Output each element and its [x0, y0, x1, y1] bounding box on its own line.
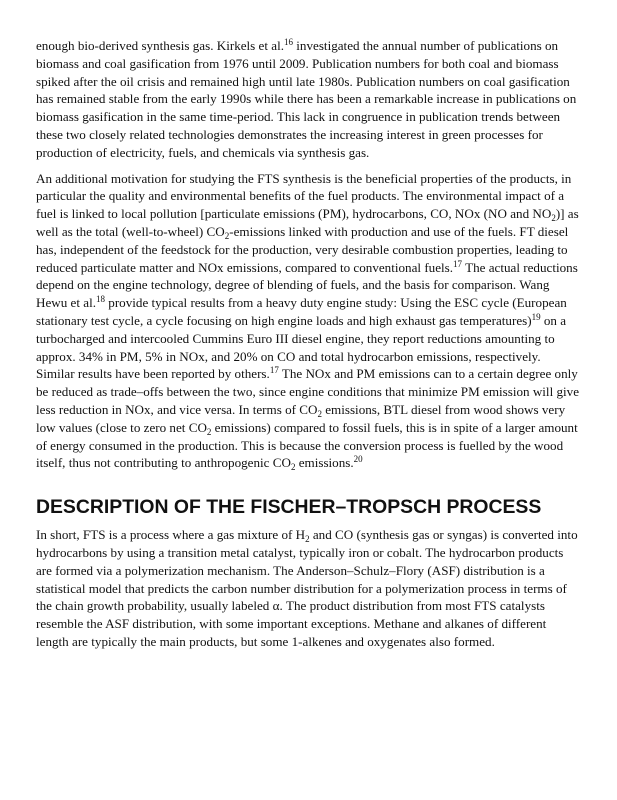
subscript: 2 [290, 462, 296, 473]
text: -emissions linked with production and use of the fuels. FT diesel has, independent of the feedstock for the production, very desirable combustion properties, leading to reduced particulate matter and NOx emissions, compared to conventional fuels. [36, 223, 569, 275]
text: on a turbocharged and intercooled Cummins Euro III diesel engine, they report reductions amounting to approx. 34% in PM, 5% in NOx, and 20% on CO and total hydrocarbon emissions, respectively. Similar results have been reported by others. [36, 312, 567, 382]
text: provide typical results from a heavy duty engine study: Using the ESC cycle (European stationary test cycle, a cycle focusing on high engine loads and high exhaust gas temperatures) [36, 295, 567, 328]
subscript: 2 [551, 213, 556, 224]
paragraph-gasification-publications [36, 37, 582, 162]
text: In short, FTS is a process where a gas mixture of H [36, 527, 306, 543]
section-heading: DESCRIPTION OF THE FISCHER–TROPSCH PROCESS [36, 496, 542, 519]
paragraph-fts-description [36, 526, 582, 651]
text: investigated the annual number of publications on biomass and coal gasification from 1976 until 2009. Publication numbers for both coal and biomass spiked after the oil crisis and remained high until late 1980s. Publication numbers on coal gasification has remained stable from the early 1990s while there has been a remarkable increase in publications on biomass gasification in the same time-period. This lack in congruence in publication trends between these two closely related technologies demonstrates the increasing interest in green processes for production of electricity, fuels, and chemicals via synthesis gas. [36, 38, 577, 160]
text: and CO (synthesis gas or syngas) is converted into hydrocarbons by using a transition metal catalyst, typically iron or cobalt. The hydrocarbon products are formed via a polymerization mechanism. The Anderson–Schulz–Flory (ASF) distribution is a statistical model that predicts the carbon number distribution for a polymerization process in terms of the chain growth probability, usually labeled α. The product distribution from most FTS catalysts resemble the ASF distribution, with some important exceptions. Methane and alkanes of different length are typically the main products, but some 1-alkenes and oxygenates also formed. [36, 527, 578, 649]
subscript: 2 [317, 408, 322, 419]
citation: 19 [531, 311, 541, 322]
text: The NOx and PM emissions can to a certain degree only be reduced as trade–offs between the two, since engine conditions that minimize PM emission will give less reduction in NOx, and vice versa. In terms of CO [36, 366, 580, 417]
text: An additional motivation for studying the FTS synthesis is the beneficial properties of the products, in particular the quality and environmental benefits of the fuel products. The environmental impact of a fuel is linked to local pollution [particulate emissions (PM), hydrocarbons, CO, NOx (NO and NO [36, 170, 572, 222]
subscript: 2 [206, 426, 212, 437]
text: )] as well as the total (well-to-wheel) CO [36, 206, 579, 239]
text: emissions. [295, 455, 354, 471]
citation: 17 [453, 258, 463, 269]
citation: 16 [284, 37, 294, 47]
subscript: 2 [305, 534, 310, 545]
citation: 18 [96, 294, 105, 305]
paragraph-fts-motivation [36, 170, 582, 473]
text: enough bio-derived synthesis gas. Kirkels et al. [36, 38, 285, 53]
document-page [36, 37, 582, 651]
subscript: 2 [224, 230, 230, 241]
text: emissions, BTL diesel from wood shows very low values (close to zero net CO [36, 401, 566, 435]
text: emissions) compared to fossil fuels, this is in spite of a larger amount of energy consumed in the production. This is because the conversion process is fuelled by the wood itself, thus not contributing to anthropogenic CO [36, 419, 578, 471]
citation: 17 [269, 365, 279, 376]
text: The actual reductions depend on the engine technology, degree of blending of fuels, and the basis for comparison. Wang Hewu et al. [36, 259, 578, 311]
citation: 20 [353, 454, 363, 465]
